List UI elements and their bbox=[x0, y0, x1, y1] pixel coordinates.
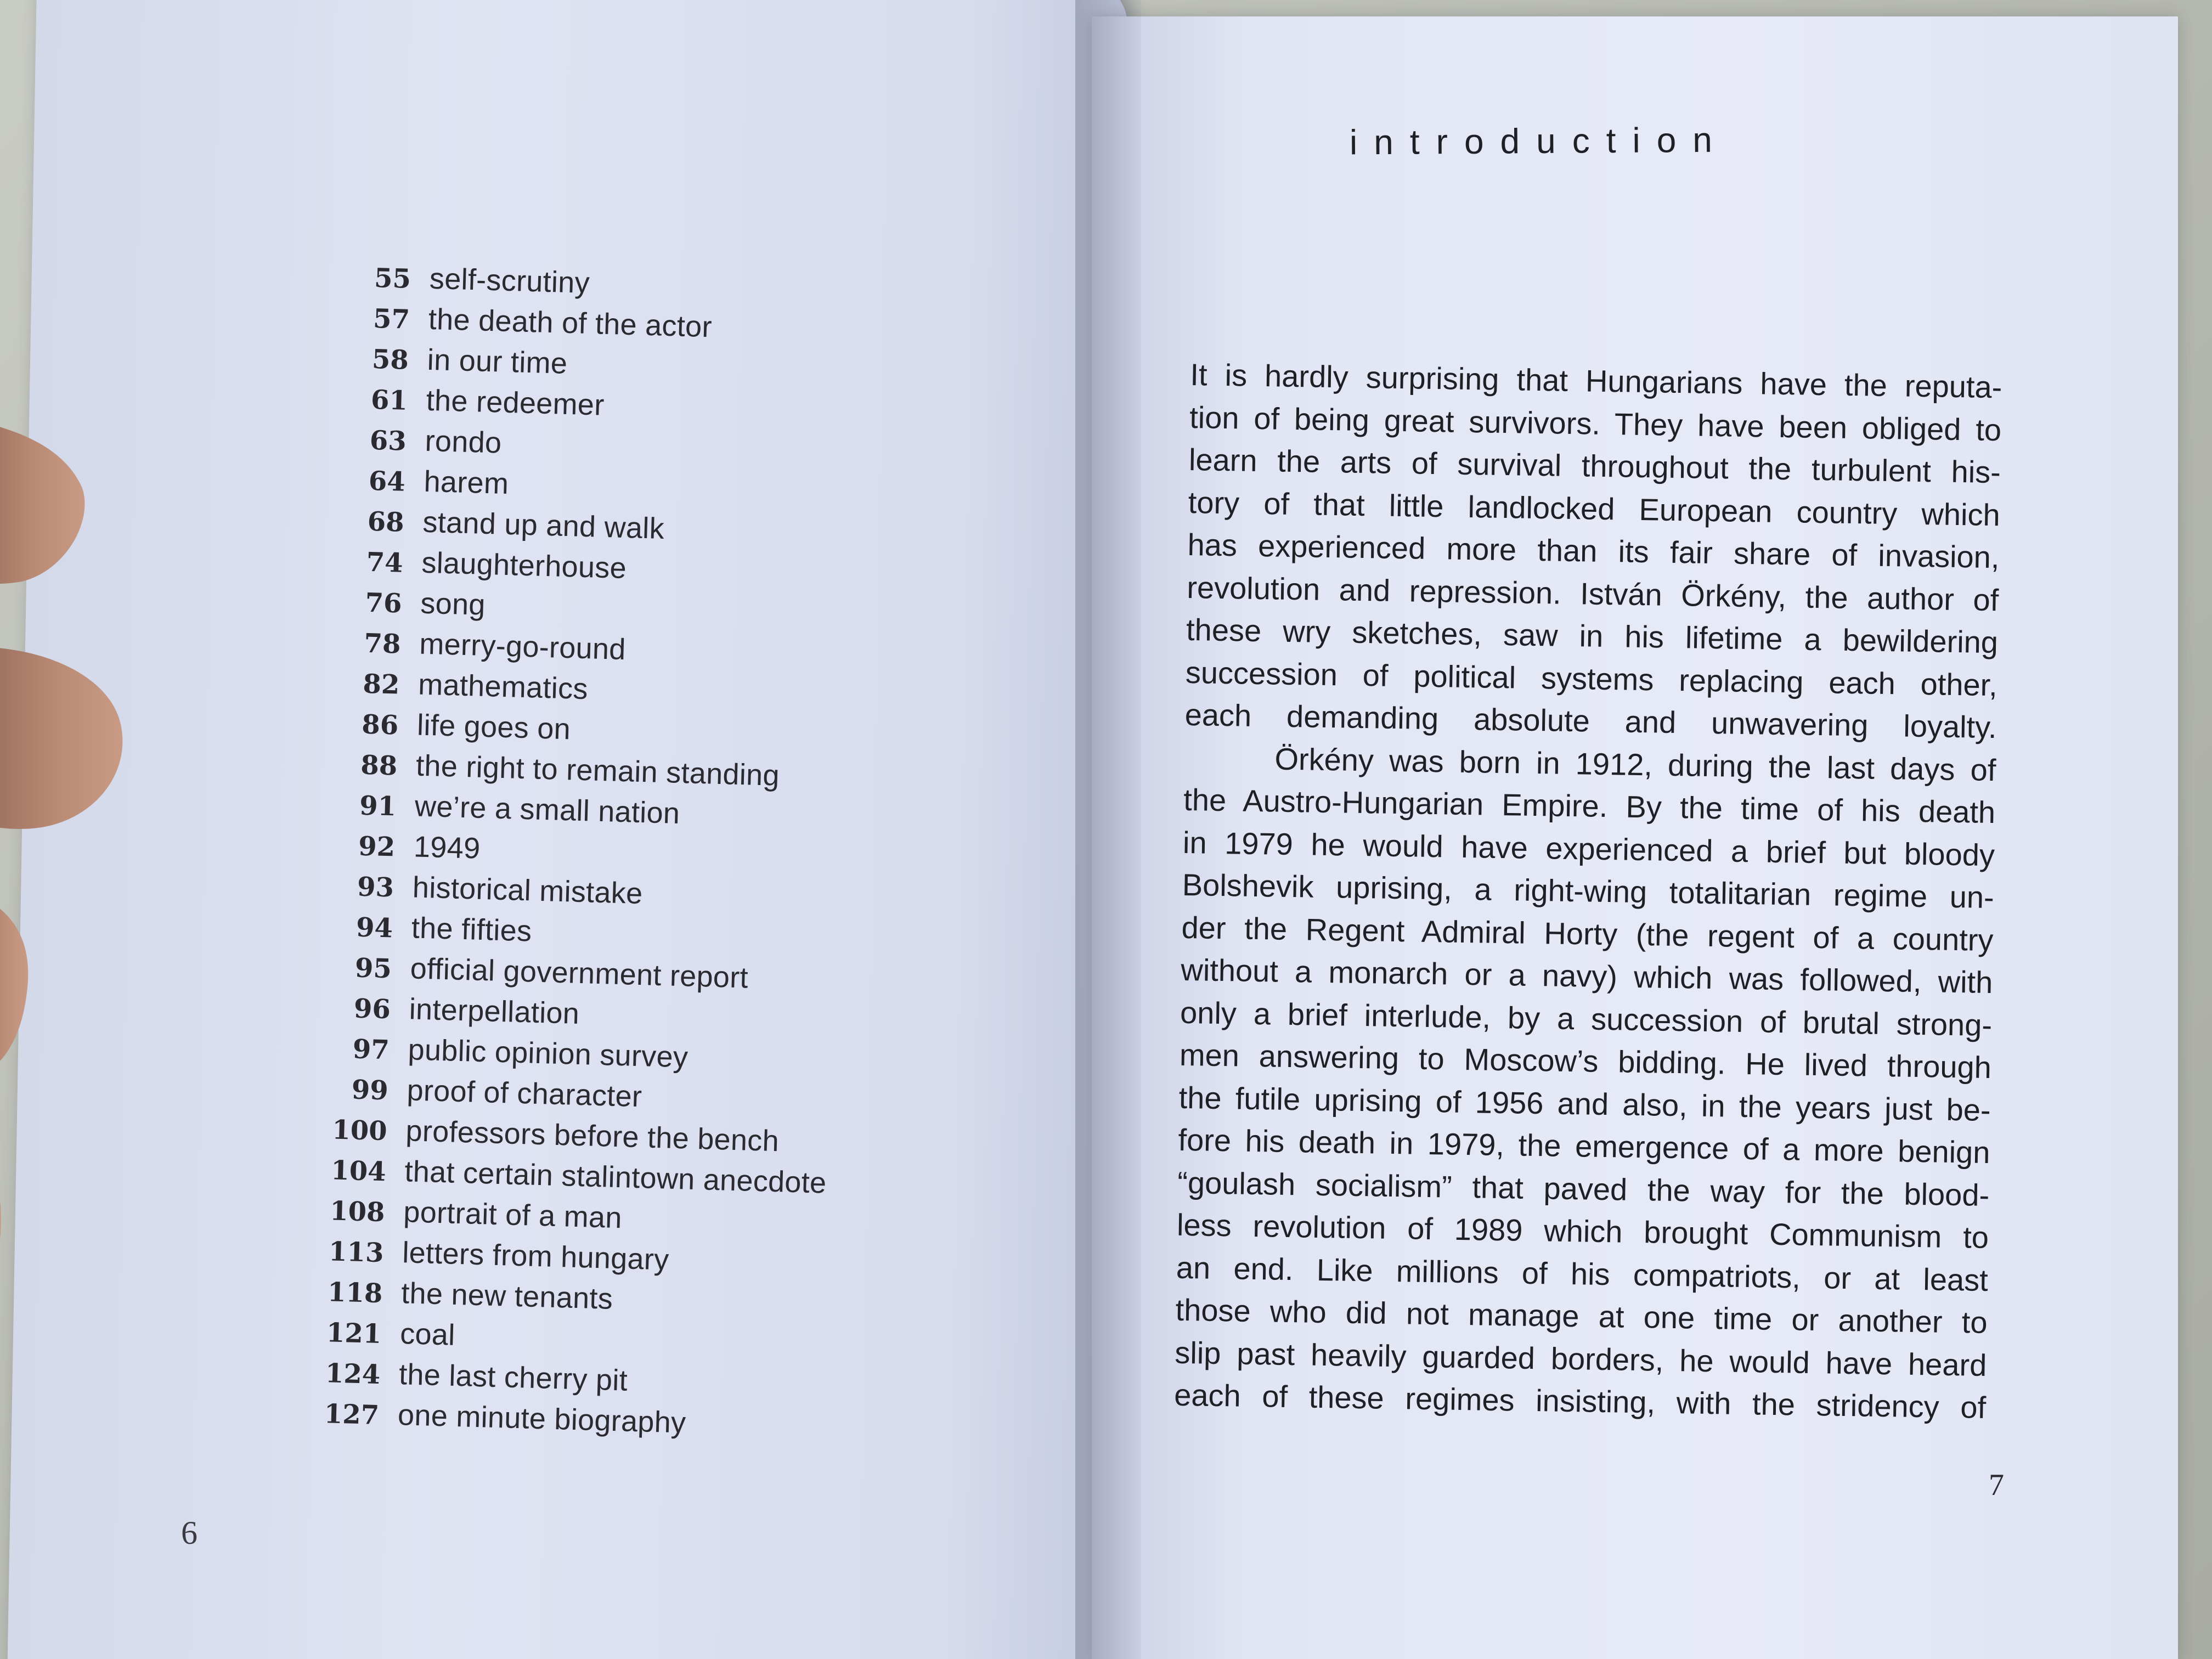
text-line: tion of being great survivors. They have been obliged to bbox=[1189, 399, 2002, 447]
toc-title: 1949 bbox=[413, 830, 481, 865]
toc-page-number: 97 bbox=[352, 1034, 390, 1066]
toc-page-number: 68 bbox=[367, 506, 405, 538]
toc-title: proof of character bbox=[406, 1074, 643, 1114]
toc-title: historical mistake bbox=[412, 871, 644, 911]
text-line: each demanding absolute and unwavering loyalty. bbox=[1184, 697, 1997, 745]
text-line: each of these regimes insisting, with the stridency of bbox=[1173, 1377, 1987, 1425]
toc-page-number: 88 bbox=[360, 749, 398, 782]
toc-page-number: 100 bbox=[331, 1114, 388, 1147]
holding-thumb bbox=[0, 417, 165, 1322]
toc-page-number: 82 bbox=[362, 668, 400, 701]
toc-title: letters from hungary bbox=[402, 1236, 670, 1277]
text-line: has experienced more than its fair share of invasion, bbox=[1187, 527, 2000, 575]
toc-page-number: 58 bbox=[371, 343, 409, 376]
toc-title: coal bbox=[399, 1317, 456, 1352]
text-line: without a monarch or a navy) which was followed, with bbox=[1180, 952, 1993, 1000]
text-line: tory of that little landlocked European country which bbox=[1188, 484, 2001, 532]
toc-title: in our time bbox=[427, 343, 568, 380]
toc-page-number: 64 bbox=[368, 465, 406, 498]
book-gutter bbox=[1075, 0, 1141, 1659]
toc-title: life goes on bbox=[416, 708, 571, 746]
text-line: revolution and repression. István Örkény, the author of bbox=[1186, 569, 1999, 617]
toc-page-number: 57 bbox=[373, 303, 410, 335]
toc-title: professors before the bench bbox=[405, 1114, 780, 1158]
toc-page-number: 121 bbox=[326, 1317, 382, 1350]
text-line: slip past heavily guarded borders, he would have heard bbox=[1174, 1335, 1987, 1383]
toc-title: the fifties bbox=[411, 911, 533, 948]
toc-title: slaughterhouse bbox=[421, 546, 627, 585]
toc-page-number: 55 bbox=[374, 262, 411, 295]
body-text bbox=[1174, 357, 2002, 1432]
text-line: only a brief interlude, by a succession of brutal strong- bbox=[1180, 995, 1993, 1042]
text-line: men answering to Moscow’s bidding. He lived through bbox=[1179, 1037, 1992, 1085]
toc-page-number: 95 bbox=[354, 952, 392, 985]
toc-page-number: 93 bbox=[357, 871, 394, 904]
toc-page-number: 91 bbox=[359, 790, 397, 822]
text-line: fore his death in 1979, the emergence of a more benign bbox=[1178, 1122, 1990, 1170]
toc-page-number: 61 bbox=[370, 384, 408, 416]
text-line: “goulash socialism” that paved the way for the blood- bbox=[1177, 1165, 1990, 1212]
toc-title: one minute biography bbox=[397, 1398, 687, 1440]
toc-page-number: 108 bbox=[329, 1195, 386, 1228]
toc-title: stand up and walk bbox=[422, 505, 665, 545]
text-line: those who did not manage at one time or another to bbox=[1175, 1292, 1988, 1340]
toc-page-number: 118 bbox=[327, 1277, 383, 1310]
toc-page-number: 99 bbox=[351, 1074, 389, 1107]
toc-title: the redeemer bbox=[426, 383, 605, 422]
text-line: these wry sketches, saw in his lifetime a bewildering bbox=[1186, 612, 1999, 660]
toc-title: harem bbox=[423, 465, 510, 500]
toc-title: the last cherry pit bbox=[398, 1358, 628, 1397]
toc-page-number: 113 bbox=[328, 1236, 385, 1269]
left-page-number: 6 bbox=[181, 1515, 198, 1551]
toc-title: we’re a small nation bbox=[414, 789, 681, 830]
toc-title: song bbox=[420, 586, 486, 622]
text-line: the futile uprising of 1956 and also, in the years just be- bbox=[1178, 1080, 1991, 1127]
toc-page-number: 96 bbox=[353, 993, 391, 1025]
toc-page-number: 127 bbox=[324, 1398, 380, 1431]
toc-title: portrait of a man bbox=[403, 1195, 623, 1235]
section-heading: introduction bbox=[1349, 120, 1729, 162]
toc-page-number: 76 bbox=[364, 587, 403, 619]
text-line: Bolshevik uprising, a right-wing totalitarian regime un- bbox=[1182, 867, 1995, 915]
toc-page-number: 78 bbox=[363, 628, 402, 660]
right-page-number: 7 bbox=[1989, 1468, 2004, 1502]
toc-page-number: 63 bbox=[369, 425, 407, 457]
toc-title: that certain stalintown anecdote bbox=[404, 1155, 827, 1200]
text-line: learn the arts of survival throughout the turbulent his- bbox=[1188, 442, 2001, 490]
toc-page-number: 94 bbox=[356, 912, 393, 944]
toc-page-number: 86 bbox=[361, 709, 399, 741]
toc-title: mathematics bbox=[417, 668, 589, 706]
toc-title: the right to remain standing bbox=[415, 749, 780, 792]
toc-title: rondo bbox=[424, 424, 503, 460]
text-line: It is hardly surprising that Hungarians have the reputa- bbox=[1189, 357, 2002, 405]
toc-title: the death of the actor bbox=[428, 302, 713, 344]
toc-title: self-scrutiny bbox=[429, 262, 590, 300]
toc-page-number: 104 bbox=[330, 1155, 387, 1188]
text-line: Örkény was born in 1912, during the last days of bbox=[1274, 741, 1996, 787]
text-line: succession of political systems replacing each other, bbox=[1185, 654, 1998, 702]
text-line: der the Regent Admiral Horty (the regent of a country bbox=[1181, 910, 1994, 957]
text-line: the Austro-Hungarian Empire. By the time of his death bbox=[1183, 782, 1996, 830]
text-line: in 1979 he would have experienced a brief but bloody bbox=[1182, 825, 1995, 872]
table-of-contents bbox=[263, 258, 927, 1452]
text-line: an end. Like millions of his compatriots, or at least bbox=[1176, 1250, 1989, 1297]
text-line: less revolution of 1989 which brought Communism to bbox=[1176, 1207, 1989, 1255]
toc-page-number: 92 bbox=[358, 831, 396, 863]
toc-page-number: 124 bbox=[325, 1358, 381, 1391]
toc-page-number: 74 bbox=[365, 546, 404, 579]
toc-title: official government report bbox=[410, 952, 749, 995]
toc-title: interpellation bbox=[409, 992, 580, 1030]
toc-title: public opinion survey bbox=[407, 1033, 689, 1074]
toc-title: the new tenants bbox=[400, 1277, 613, 1316]
toc-title: merry-go-round bbox=[419, 627, 627, 667]
